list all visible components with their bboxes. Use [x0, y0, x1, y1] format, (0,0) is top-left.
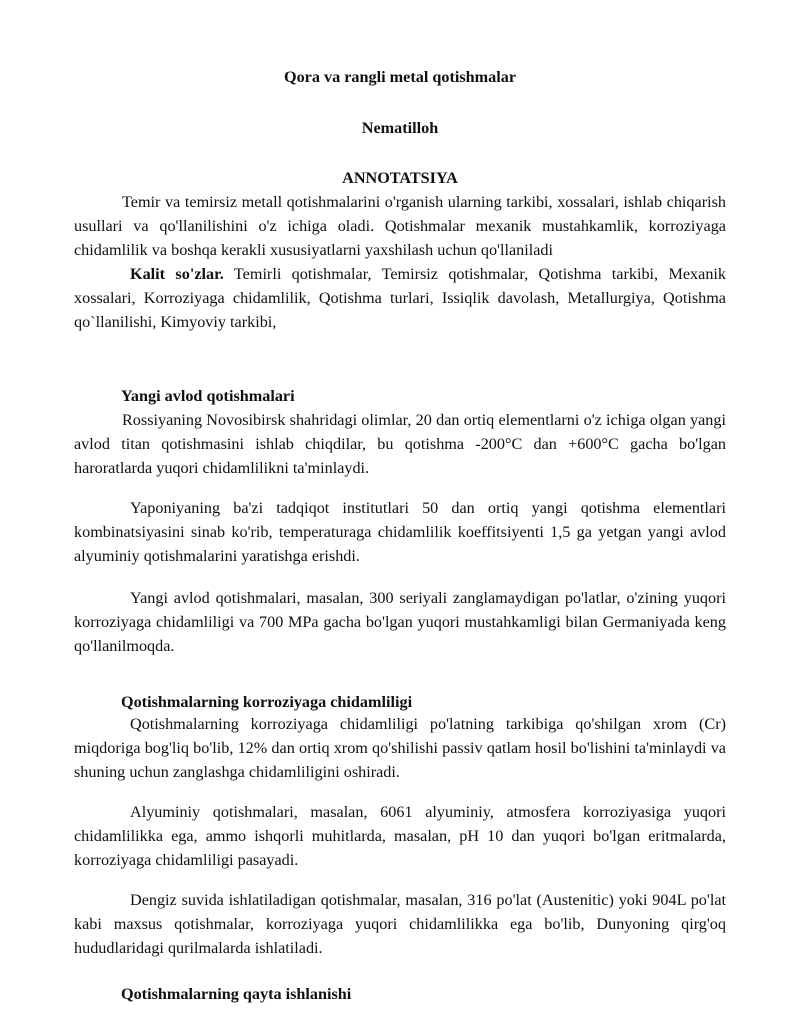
section-heading: Qotishmalarning korroziyaga chidamliligi	[121, 693, 413, 711]
section-paragraph: Dengiz suvida ishlatiladigan qotishmalar, masalan, 316 po'lat (Austenitic) yoki 904L po'lat kabi maxsus qotishmalar, korroziyaga yuqori chidamlilikka ega bo'lib, Dunyoning qirg'oq hududlaridagi qurilmalarda ishlatiladi.	[74, 891, 726, 957]
section-paragraph: Yaponiyaning ba'zi tadqiqot institutlari 50 dan ortiq yangi qotishma elementlari kombinatsiyasini sinab ko'rib, temperaturaga chidamlilik koeffitsiyenti 1,5 ga yetgan yangi avlod alyuminiy qotishmalarini yaratishga erishdi.	[74, 499, 726, 565]
section-paragraph: Yangi avlod qotishmalari, masalan, 300 seriyali zanglamaydigan po'latlar, o'zining yuqori korroziyaga chidamliligi va 700 MPa gacha bo'lgan yuqori mustahkamligi bilan Germaniyada keng qo'llanilmoqda.	[74, 589, 726, 655]
section-heading: Yangi avlod qotishmalari	[121, 387, 295, 405]
section-paragraph: Rossiyaning Novosibirsk shahridagi olimlar, 20 dan ortiq elementlarni o'z ichiga olgan yangi avlod titan qotishmasini ishlab chiqdilar, bu qotishma -200°C dan +600°C gacha bo'lgan haroratlarda yuqori chidamlilikni ta'minlaydi.	[74, 411, 726, 477]
abstract-heading: ANNOTATSIYA	[342, 169, 458, 187]
keywords-text: Temirli qotishmalar, Temirsiz qotishmalar, Qotishma tarkibi, Mexanik xossalari, Korroziyaga chidamlilik, Qotishma turlari, Issiqlik davolash, Metallurgiya, Qotishma qo`llanilishi, Kimyoviy tarkibi,	[74, 265, 727, 331]
document-title: Qora va rangli metal qotishmalar	[284, 68, 516, 86]
section-paragraph: Qotishmalarning korroziyaga chidamliligi po'latning tarkibiga qo'shilgan xrom (Cr) miqdoriga bog'liq bo'lib, 12% dan ortiq xrom qo'shilishi passiv qatlam hosil bo'lishini ta'minlaydi va shuning uchun zanglashga chidamliligini oshiradi.	[74, 715, 726, 781]
keywords-paragraph	[74, 262, 726, 334]
author-name: Nematilloh	[361, 119, 439, 137]
keywords-label: Kalit so'zlar.	[130, 265, 224, 283]
section-heading: Qotishmalarning qayta ishlanishi	[121, 985, 352, 1003]
section-paragraph: Alyuminiy qotishmalari, masalan, 6061 alyuminiy, atmosfera korroziyasiga yuqori chidamlilikka ega, ammo ishqorli muhitlarda, masalan, pH 10 dan yuqori bo'lgan eritmalarda, korroziyaga chidamliligi pasayadi.	[74, 803, 726, 869]
abstract-paragraph: Temir va temirsiz metall qotishmalarini o'rganish ularning tarkibi, xossalari, ishlab chiqarish usullari va qo'llanilishini o'z ichiga oladi. Qotishmalar mexanik mustahkamlik, korroziyaga chidamlilik va boshqa kerakli xususiyatlarni yaxshilash uchun qo'llaniladi	[74, 193, 726, 259]
